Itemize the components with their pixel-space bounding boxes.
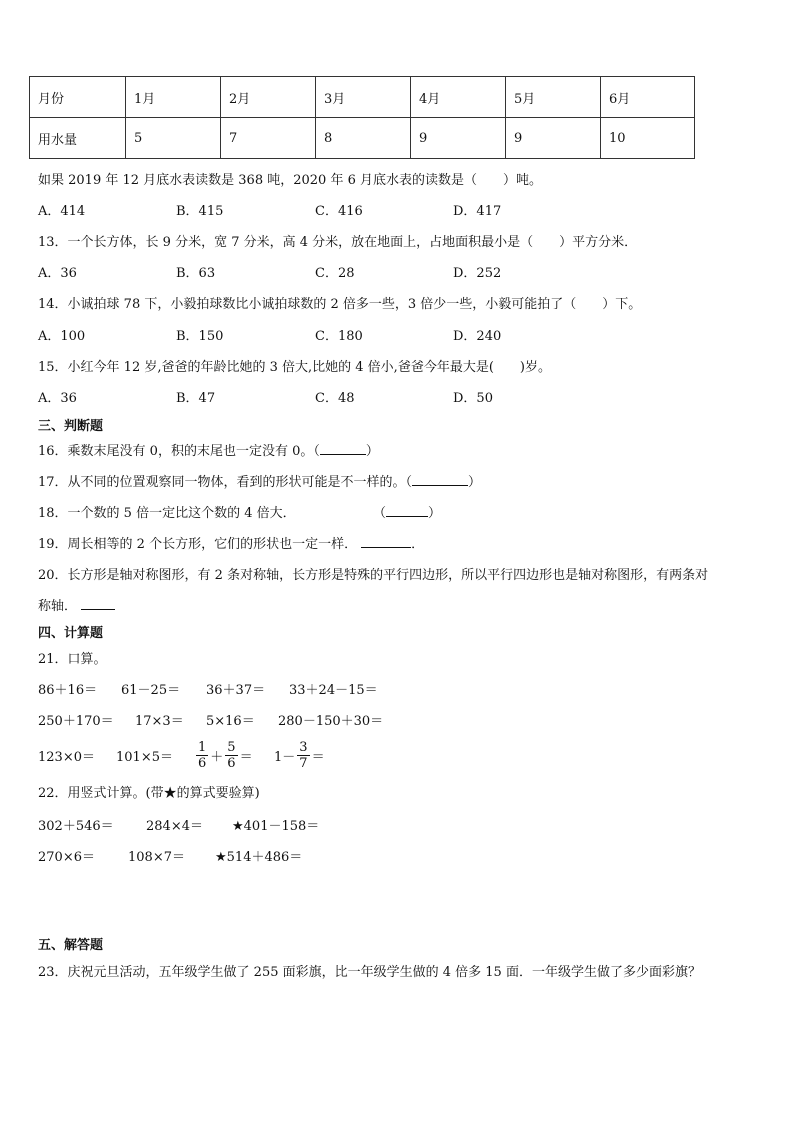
option-c: C．180 [315, 329, 363, 344]
option-b: B．63 [176, 266, 216, 281]
table-cell: 9 [411, 118, 506, 159]
table-cell: 9 [506, 118, 601, 159]
calc-item: 33＋24－15＝ [289, 683, 378, 698]
fraction [297, 740, 309, 771]
question-18-answer [373, 502, 441, 521]
table-cell: 5月 [506, 77, 601, 118]
paren-close: ） [428, 506, 442, 521]
fraction-expression [274, 734, 325, 776]
question-18 [38, 502, 296, 521]
table-row [30, 118, 695, 159]
fraction-expression [194, 734, 253, 776]
calc-item: 5×16＝ [206, 714, 255, 729]
calc-item: 302＋546＝ [38, 819, 114, 834]
calc-item: 108×7＝ [128, 850, 185, 865]
option-b: B．47 [176, 391, 216, 406]
option-b: B．150 [176, 329, 224, 344]
section-heading: 四、计算题 [38, 626, 104, 641]
answer-blank[interactable] [81, 597, 115, 610]
table-cell: 用水量 [30, 118, 126, 159]
fraction [196, 740, 208, 771]
table-cell: 7 [221, 118, 316, 159]
table-row [30, 77, 695, 118]
answer-blank[interactable] [361, 535, 411, 548]
calc-item: 17×3＝ [135, 714, 184, 729]
equals-sign: ＝ [239, 749, 253, 765]
one-minus: 1－ [274, 749, 296, 765]
paren-close: ） [468, 475, 482, 490]
calc-item: ★401－158＝ [232, 819, 320, 834]
section-heading: 三、判断题 [38, 419, 104, 434]
numerator: 1 [198, 739, 207, 755]
question-23-text: 23．庆祝元旦活动，五年级学生做了 255 面彩旗，比一年级学生做的 4 倍多 15 面．一年级学生做了多少面彩旗？ [38, 965, 701, 980]
option-c: C．28 [315, 266, 355, 281]
question-18-text: 18．一个数的 5 倍一定比这个数的 4 倍大． [38, 506, 296, 521]
question-19 [38, 533, 424, 552]
table-cell: 10 [601, 118, 695, 159]
water-usage-table [29, 76, 695, 159]
denominator: 7 [299, 755, 308, 771]
question-17-text: 17．从不同的位置观察同一物体，看到的形状可能是不一样的。（ [38, 475, 413, 490]
option-a: A．414 [38, 204, 86, 219]
option-d: D．240 [453, 329, 502, 344]
calc-item: 270×6＝ [38, 850, 95, 865]
option-a: A．100 [38, 329, 86, 344]
table-cell: 4月 [411, 77, 506, 118]
numerator: 3 [299, 739, 308, 755]
answer-blank[interactable] [412, 473, 468, 486]
fraction [225, 740, 237, 771]
table-cell: 2月 [221, 77, 316, 118]
table-cell: 6月 [601, 77, 695, 118]
answer-blank[interactable] [320, 442, 366, 455]
question-15-text: 15．小红今年 12 岁,爸爸的年龄比她的 3 倍大,比她的 4 倍小,爸爸今年最大是( )岁。 [38, 360, 551, 375]
period: ． [411, 537, 425, 552]
calc-item: 86＋16＝ [38, 683, 98, 698]
option-b: B．415 [176, 204, 224, 219]
question-19-text: 19．周长相等的 2 个长方形，它们的形状也一定一样． [38, 537, 358, 552]
denominator: 6 [227, 755, 236, 771]
calc-item: 36＋37＝ [206, 683, 266, 698]
option-d: D．50 [453, 391, 493, 406]
paren-open: （ [373, 506, 387, 521]
option-a: A．36 [38, 391, 77, 406]
question-22-title: 22．用竖式计算。(带★的算式要验算) [38, 786, 260, 801]
calc-item: 280－150＋30＝ [278, 714, 384, 729]
option-a: A．36 [38, 266, 77, 281]
question-20-line1: 20．长方形是轴对称图形，有 2 条对称轴，长方形是特殊的平行四边形，所以平行四边形也是轴对称图形，有两条对 [38, 568, 709, 583]
table-cell: 3月 [316, 77, 411, 118]
calc-item: 61－25＝ [121, 683, 181, 698]
question-21-title: 21．口算。 [38, 652, 107, 667]
calc-item: 123×0＝ [38, 750, 95, 765]
question-16 [38, 440, 379, 459]
calc-item: ★514＋486＝ [215, 850, 303, 865]
question-13-text: 13．一个长方体，长 9 分米，宽 7 分米，高 4 分米，放在地面上，占地面积最小是（ ）平方分米． [38, 235, 638, 250]
table-cell: 月份 [30, 77, 126, 118]
section-heading: 五、解答题 [38, 938, 104, 953]
question-16-text: 16．乘数末尾没有 0，积的末尾也一定没有 0。（ [38, 444, 320, 459]
question-17 [38, 471, 481, 490]
denominator: 6 [198, 755, 207, 771]
question-20-text: 称轴． [38, 599, 78, 614]
answer-blank[interactable] [386, 504, 428, 517]
numerator: 5 [227, 739, 236, 755]
table-cell: 5 [126, 118, 221, 159]
table-cell: 8 [316, 118, 411, 159]
option-c: C．416 [315, 204, 363, 219]
plus-sign: ＋ [210, 749, 224, 765]
table-cell: 1月 [126, 77, 221, 118]
option-c: C．48 [315, 391, 355, 406]
equals-sign: ＝ [311, 749, 325, 765]
question-20-line2 [38, 595, 115, 614]
option-d: D．417 [453, 204, 502, 219]
calc-item: 284×4＝ [146, 819, 203, 834]
calc-item: 101×5＝ [116, 750, 173, 765]
question-12-text: 如果 2019 年 12 月底水表读数是 368 吨，2020 年 6 月底水表的读数是（ ）吨。 [38, 173, 542, 188]
option-d: D．252 [453, 266, 502, 281]
calc-item: 250＋170＝ [38, 714, 114, 729]
question-14-text: 14．小诚拍球 78 下，小毅拍球数比小诚拍球数的 2 倍多一些，3 倍少一些，小毅可能拍了（ ）下。 [38, 297, 642, 312]
paren-close: ） [365, 444, 379, 459]
